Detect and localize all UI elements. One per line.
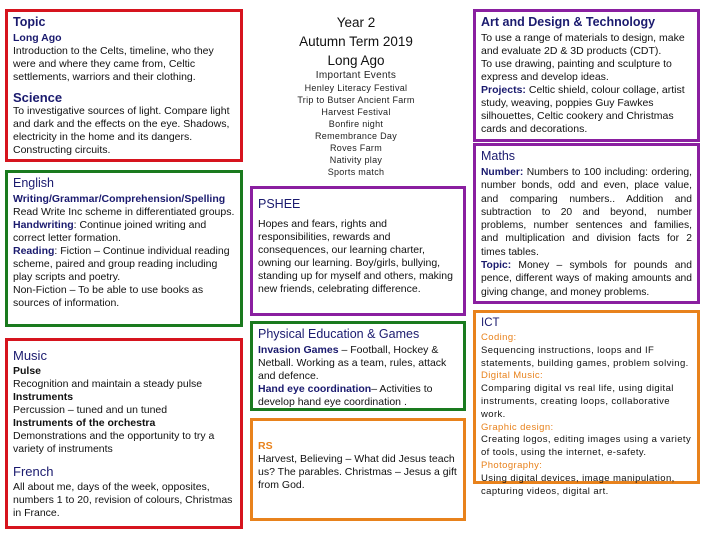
pe-panel <box>250 321 466 411</box>
instruments-text: Percussion – tuned and un tuned <box>13 404 168 416</box>
maths-topic <box>481 259 692 299</box>
topic-text: Introduction to the Celts, timeline, who they were and where they came from, Celtic settlements, warriors and their clothing. <box>13 45 214 83</box>
reading-text: : Fiction – Continue individual reading scheme, paired and group reading including play scripts and poetry. <box>13 245 230 283</box>
rs-text: Harvest, Believing – What did Jesus teach us? The parables. Christmas – Jesus a gift from God. <box>258 453 457 491</box>
handeye-label: Hand eye coordination <box>258 383 372 395</box>
english-handwriting <box>13 219 235 245</box>
topic-science-panel <box>5 9 243 162</box>
pe-heading: Physical Education & Games <box>258 327 420 341</box>
photography-label: Photography: <box>481 459 543 471</box>
photography-text: Using digital devices, image manipulation, capturing videos, digital art. <box>481 472 675 497</box>
coding-text: Sequencing instructions, loops and IF statements, building games, problem solving. <box>481 344 689 369</box>
art-heading: Art and Design & Technology <box>481 15 656 29</box>
music-french-panel <box>5 338 243 529</box>
invasion-text: – Football, Hockey & Netball. Working as a team, rules, attack and defence. <box>258 344 447 382</box>
art-projects <box>481 84 692 136</box>
maths-topic-label: Topic: <box>481 260 512 272</box>
english-rwi: Read Write Inc scheme in differentiated groups. <box>13 206 235 218</box>
orchestra-label: Instruments of the orchestra <box>13 417 156 429</box>
number-label: Number: <box>481 167 524 178</box>
maths-number <box>481 166 692 259</box>
art-text-2: To use drawing, painting and sculpture to express and develop ideas. <box>481 58 672 83</box>
digital-music-text: Comparing digital vs real life, using digital instruments, creating loops, collaborative work. <box>481 383 674 420</box>
english-panel <box>5 170 243 327</box>
rs-heading: RS <box>258 440 273 452</box>
english-heading: English <box>13 176 54 190</box>
pe-handeye <box>258 383 458 409</box>
pe-invasion <box>258 344 458 383</box>
event-item: Henley Literacy Festival <box>304 83 408 93</box>
year-title: Year 2 <box>336 15 376 30</box>
maths-topic-text: Money – symbols for pounds and pence, different ways of making amounts and giving change, and money problems. <box>481 260 692 298</box>
topic-heading: Topic <box>13 15 46 29</box>
reading-label: Reading <box>13 245 55 257</box>
art-text-1: To use a range of materials to design, make and evaluate 2D & 3D products (CDT). <box>481 32 685 57</box>
event-item: Remembrance Day <box>314 131 398 141</box>
english-nonfiction: Non-Fiction – To be able to use books as sources of information. <box>13 284 204 309</box>
art-design-panel <box>473 9 700 142</box>
event-item: Nativity play <box>329 155 383 165</box>
theme-title: Long Ago <box>327 53 385 68</box>
event-item: Trip to Butser Ancient Farm <box>297 95 415 105</box>
orchestra-text: Demonstrations and the opportunity to try a variety of instruments <box>13 430 215 455</box>
ict-panel <box>473 310 700 497</box>
event-item: Harvest Festival <box>321 107 391 117</box>
french-text: All about me, days of the week, opposites, numbers 1 to 20, revision of colours, Christmas in France. <box>13 481 233 519</box>
topic-subheading: Long Ago <box>13 32 62 44</box>
graphic-design-label: Graphic design: <box>481 421 554 433</box>
english-reading <box>13 245 235 284</box>
science-heading: Science <box>13 90 63 105</box>
event-item: Roves Farm <box>329 143 382 153</box>
digital-music-label: Digital Music: <box>481 370 544 382</box>
coding-label: Coding: <box>481 332 517 343</box>
year-header <box>252 13 460 178</box>
event-item: Bonfire night <box>328 119 384 129</box>
handwriting-text: : Continue joined writing and correct letter formation. <box>13 219 207 244</box>
term-title: Autumn Term 2019 <box>299 34 413 49</box>
french-heading: French <box>13 464 54 479</box>
ict-heading: ICT <box>481 317 500 329</box>
pshee-text: Hopes and fears, rights and responsibilities, rewards and consequences, our learning charter, owning our learning. Boy/girls, bullying, standing up for myself and others, making new friends, celebrating difference. <box>258 218 453 295</box>
number-text: Numbers to 100 including: ordering, number bonds, odd and even, place value, and comparing numbers.. Addition and subtraction to 20 and beyond, number problems, number sentences and families, and multiplication and division facts for 2 times tables. <box>481 167 692 258</box>
pshee-panel <box>250 186 466 316</box>
maths-heading: Maths <box>481 149 516 163</box>
rs-panel <box>250 418 466 521</box>
graphic-design-text: Creating logos, editing images using a variety of tools, using the internet, e-safety. <box>481 434 692 459</box>
handwriting-label: Handwriting <box>13 219 74 231</box>
music-heading: Music <box>13 348 47 363</box>
handeye-text: – Activities to develop hand eye coordination . <box>258 383 433 408</box>
instruments-label: Instruments <box>13 391 74 403</box>
maths-panel <box>473 143 700 304</box>
events-title: Important Events <box>315 70 397 81</box>
art-projects-label: Projects: <box>481 84 526 96</box>
art-projects-text: Celtic shield, colour collage, artist study, weaving, poppies Guy Fawkes silhouettes, Celtic cookery and Christmas cards and decorations. <box>481 84 685 135</box>
pulse-label: Pulse <box>13 365 42 377</box>
science-text: To investigative sources of light. Compare light and dark and the effects on the eye. Shadows, electricity in the home and its dangers. Constructing circuits. <box>13 105 230 156</box>
pulse-text: Recognition and maintain a steady pulse <box>13 378 203 390</box>
event-item: Sports match <box>327 167 385 177</box>
pshee-heading: PSHEE <box>258 197 301 211</box>
english-skills: Writing/Grammar/Comprehension/Spelling <box>13 193 226 205</box>
invasion-label: Invasion Games <box>258 344 339 356</box>
